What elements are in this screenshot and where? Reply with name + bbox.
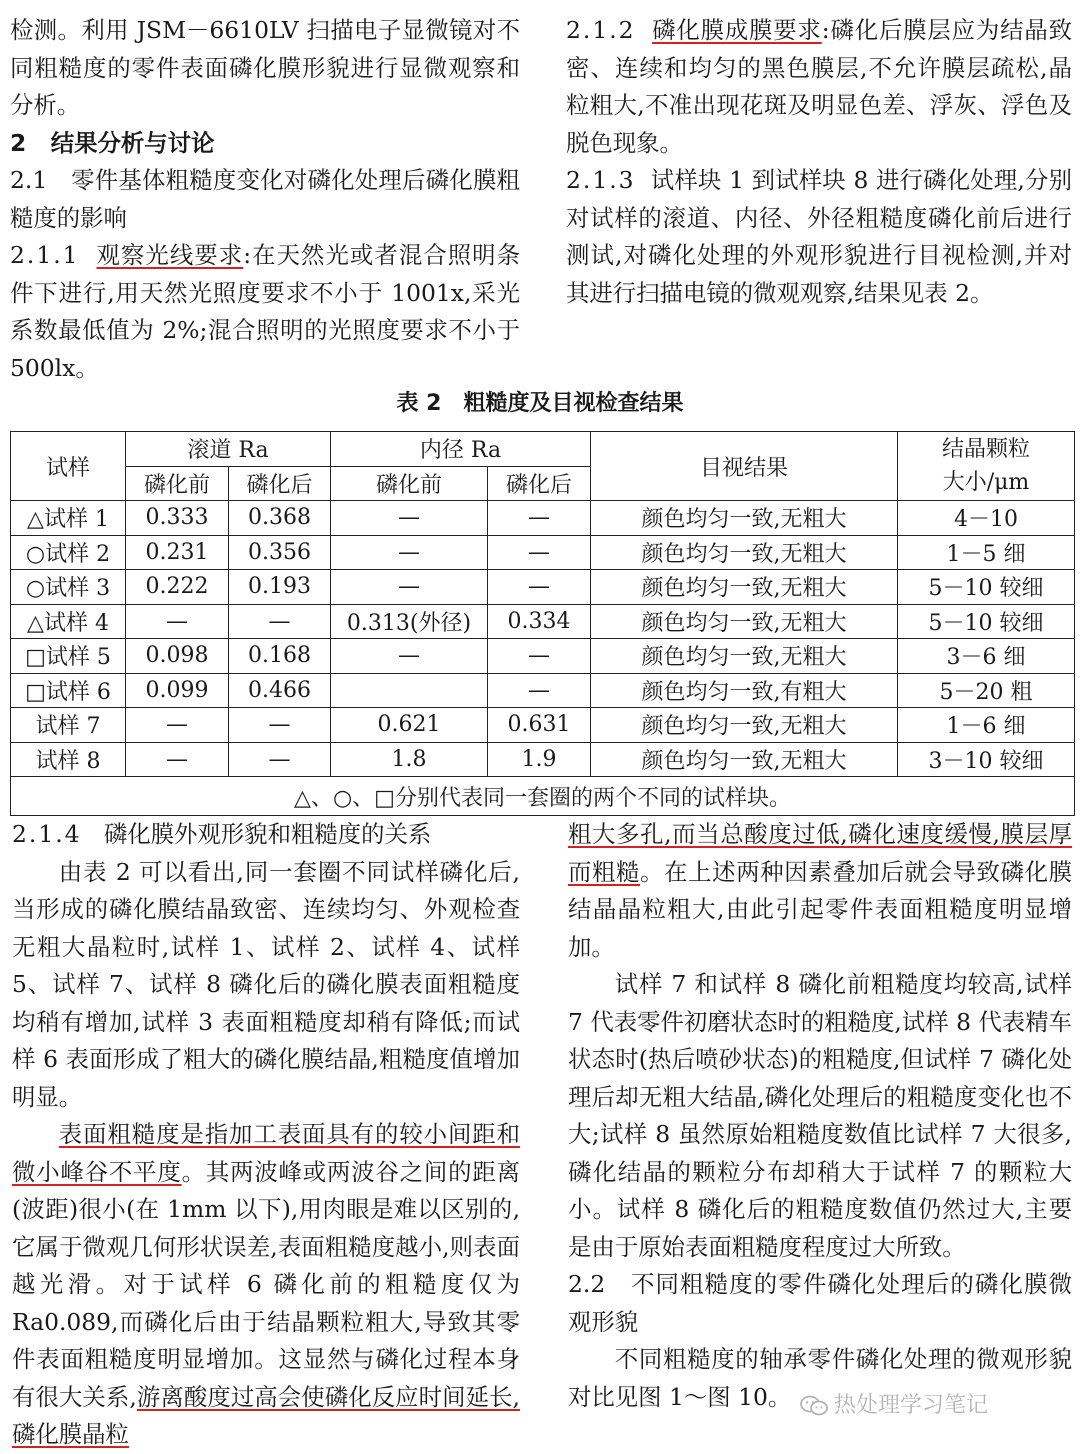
cell-grain: 5－20 粗 [898, 673, 1075, 708]
roughness-table [10, 431, 1075, 816]
cell-raceway-after: 0.368 [229, 501, 331, 536]
paragraph-roughness-definition [12, 1116, 520, 1454]
table-row [11, 535, 1075, 570]
cell-raceway-after: 0.193 [229, 570, 331, 605]
header-bore: 内径 Ra [331, 432, 591, 467]
table-note-row [11, 777, 1075, 816]
paragraph-body: 。其两波峰或两波谷之间的距离(波距)很小(在 1mm 以下),用肉眼是难以区别的,它属于微观几何形状误差,表面粗糙度越小,则表面越光滑。对于试样 6 磷化前的粗糙度仅为 Ra0.089,而磷化后由于结晶颗粒粗大,导致其零件表面粗糙度明显增加。这显然与磷化过程本身有很大关系, [12, 1157, 521, 1411]
table-row [11, 570, 1075, 605]
paragraph-methods-end: 检测。利用 JSM－6610LV 扫描电子显微镜对不同粗糙度的零件表面磷化膜形貌进行显微观察和分析。 [10, 16, 520, 119]
cell-grain: 3－6 细 [898, 639, 1075, 674]
header-visual: 目视结果 [591, 432, 898, 501]
cell-sample: □试样 5 [11, 639, 126, 674]
bottom-left-column [12, 816, 520, 1454]
cell-bore-before: 0.313(外径) [331, 604, 488, 639]
cell-bore-after: 0.334 [488, 604, 591, 639]
cell-visual: 颜色均匀一致,无粗大 [591, 639, 898, 674]
section-title: 结果分析与讨论 [50, 128, 215, 157]
subsection-number: 2.1.2 [566, 16, 636, 44]
table-note: △、○、□分别代表同一套圈的两个不同的试样块。 [11, 777, 1075, 816]
cell-bore-after: 0.631 [488, 708, 591, 743]
cell-raceway-after: — [229, 742, 331, 777]
subsection-number: 2.1.4 [12, 820, 82, 848]
table-row [11, 742, 1075, 777]
cell-sample: ○试样 2 [11, 535, 126, 570]
cell-visual: 颜色均匀一致,无粗大 [591, 604, 898, 639]
cell-raceway-before: — [126, 604, 229, 639]
subsection-body: :在天然光或者混合照明条件下进行,用天然光照度要求不小于 1001x,采光系数最低值为 2%;混合照明的光照度要求不小于 500lx。 [10, 241, 520, 382]
table-row [11, 604, 1075, 639]
cell-visual: 颜色均匀一致,有粗大 [591, 673, 898, 708]
cell-raceway-before: — [126, 742, 229, 777]
cell-raceway-before: 0.333 [126, 501, 229, 536]
table-row [11, 501, 1075, 536]
cell-raceway-before: 0.098 [126, 639, 229, 674]
cell-sample: △试样 4 [11, 604, 126, 639]
underlined-acid-text: 游离酸度过高会使磷化反应时间延长,磷化膜晶粒 [12, 1382, 520, 1448]
cell-sample: 试样 8 [11, 742, 126, 777]
cell-bore-before: 1.8 [331, 742, 488, 777]
top-left-column [10, 12, 520, 387]
table-row [11, 639, 1075, 674]
cell-raceway-before: 0.222 [126, 570, 229, 605]
cell-bore-after: — [488, 673, 591, 708]
subsection-body: :磷化后膜层应为结晶致密、连续和均匀的黑色膜层,不允许膜层疏松,晶粒粗大,不准出现花斑及明显色差、浮灰、浮色及脱色现象。 [566, 16, 1072, 157]
cell-visual: 颜色均匀一致,无粗大 [591, 742, 898, 777]
cell-grain: 4－10 [898, 501, 1075, 536]
subsection-number: 2.1.3 [566, 166, 636, 194]
table-body [11, 501, 1075, 777]
cell-raceway-before: — [126, 708, 229, 743]
subsection-heading-2-2: 2.2 不同粗糙度的零件磷化处理后的磷化膜微观形貌 [568, 1270, 1072, 1336]
cell-raceway-before: 0.099 [126, 673, 229, 708]
cell-grain: 5－10 较细 [898, 604, 1075, 639]
table-caption: 表 2 粗糙度及目视检查结果 [396, 391, 684, 416]
cell-bore-before [331, 673, 488, 708]
subsection-body: 试样块 1 到试样块 8 进行磷化处理,分别对试样的滚道、内径、外径粗糙度磷化前后进行测试,对磷化处理的外观形貌进行目视检测,并对其进行扫描电镜的微观观察,结果见表 2。 [566, 166, 1072, 307]
top-right-column [566, 12, 1072, 312]
cell-bore-before: — [331, 535, 488, 570]
paragraph-figures: 不同粗糙度的轴承零件磷化处理的微观形貌对比见图 1～图 10。 [568, 1345, 1072, 1411]
cell-bore-after: — [488, 501, 591, 536]
underlined-term: 观察光线要求 [96, 241, 244, 269]
section-number: 2 [10, 128, 27, 157]
cell-sample: □试样 6 [11, 673, 126, 708]
cell-grain: 1－5 细 [898, 535, 1075, 570]
cell-bore-after: — [488, 570, 591, 605]
cell-grain: 5－10 较细 [898, 570, 1075, 605]
underlined-definition: 表面粗糙度是指加工表面具有的较小间距和微小峰谷不平度 [12, 1120, 520, 1186]
table-row [11, 708, 1075, 743]
underlined-acid-text-cont: 粗大多孔,而当总酸度过低,磷化速度缓慢,膜层厚而粗糙 [568, 820, 1072, 886]
cell-sample: △试样 1 [11, 501, 126, 536]
cell-raceway-after: 0.168 [229, 639, 331, 674]
table-header-row [11, 432, 1075, 467]
subsection-heading-2-1: 2.1 零件基体粗糙度变化对磷化处理后磷化膜粗糙度的影响 [10, 166, 520, 232]
cell-visual: 颜色均匀一致,无粗大 [591, 708, 898, 743]
cell-raceway-after: 0.356 [229, 535, 331, 570]
cell-bore-before: — [331, 639, 488, 674]
subsection-2-1-2 [566, 12, 1072, 162]
cell-bore-after: — [488, 639, 591, 674]
subsection-number: 2.1.1 [10, 241, 80, 269]
table-row [11, 673, 1075, 708]
cell-bore-before: 0.621 [331, 708, 488, 743]
subsection-2-1-4 [12, 816, 520, 854]
cell-bore-before: — [331, 570, 488, 605]
cell-grain: 1－6 细 [898, 708, 1075, 743]
paragraph-body: 。在上述两种因素叠加后就会导致磷化膜结晶晶粒粗大,由此引起零件表面粗糙度明显增加。 [568, 857, 1073, 961]
header-grain-line2: 大小/μm [942, 470, 1030, 495]
watermark [800, 1386, 1070, 1426]
cell-bore-after: — [488, 535, 591, 570]
cell-visual: 颜色均匀一致,无粗大 [591, 535, 898, 570]
cell-sample: ○试样 3 [11, 570, 126, 605]
cell-raceway-after: — [229, 708, 331, 743]
header-raceway-before: 磷化前 [126, 466, 229, 501]
cell-sample: 试样 7 [11, 708, 126, 743]
header-grain-line1: 结晶颗粒 [941, 437, 1030, 462]
paragraph-acid-continuation [568, 816, 1072, 966]
cell-raceway-after: 0.466 [229, 673, 331, 708]
cell-bore-before: — [331, 501, 488, 536]
section-heading-2 [10, 125, 520, 163]
header-bore-before: 磷化前 [331, 466, 488, 501]
bottom-right-column [568, 816, 1072, 1416]
subsection-2-1-1 [10, 237, 520, 387]
header-bore-after: 磷化后 [488, 466, 591, 501]
cell-visual: 颜色均匀一致,无粗大 [591, 570, 898, 605]
cell-raceway-after: — [229, 604, 331, 639]
subsection-2-1-3 [566, 162, 1072, 312]
paragraph-table-analysis: 由表 2 可以看出,同一套圈不同试样磷化后,当形成的磷化膜结晶致密、连续均匀、外观检查无粗大晶粒时,试样 1、试样 2、试样 4、试样 5、试样 7、试样 8 磷化后的磷化膜表面粗糙度均稍有增加,试样 3 表面粗糙度却稍有降低;而试样 6 表面形成了粗大的磷化膜结晶,粗糙度值增加明显。 [12, 857, 520, 1111]
cell-raceway-before: 0.231 [126, 535, 229, 570]
subsection-title: 磷化膜外观形貌和粗糙度的关系 [103, 820, 432, 848]
watermark-text: 热处理学习笔记 [834, 1393, 989, 1418]
paragraph-sample-7-8: 试样 7 和试样 8 磷化前粗糙度均较高,试样 7 代表零件初磨状态时的粗糙度,试样 8 代表精车状态时(热后喷砂状态)的粗糙度,但试样 7 磷化处理后却无粗大结晶,磷化处理后的粗糙度变化也不大;试样 8 虽然原始粗糙度数值比试样 7 大很多,磷化结晶的颗粒分布却稍大于试样 7 的颗粒大小。试样 8 磷化后的粗糙度数值仍然过大,主要是由于原始表面粗糙度程度过大所致。 [568, 970, 1072, 1261]
cell-bore-after: 1.9 [488, 742, 591, 777]
underlined-term: 磷化膜成膜要求 [652, 16, 822, 44]
header-raceway-after: 磷化后 [229, 466, 331, 501]
cell-grain: 3－10 较细 [898, 742, 1075, 777]
cell-visual: 颜色均匀一致,无粗大 [591, 501, 898, 536]
wechat-icon [800, 1395, 828, 1417]
header-raceway: 滚道 Ra [126, 432, 331, 467]
header-sample: 试样 [11, 432, 126, 501]
header-grain [898, 432, 1075, 501]
